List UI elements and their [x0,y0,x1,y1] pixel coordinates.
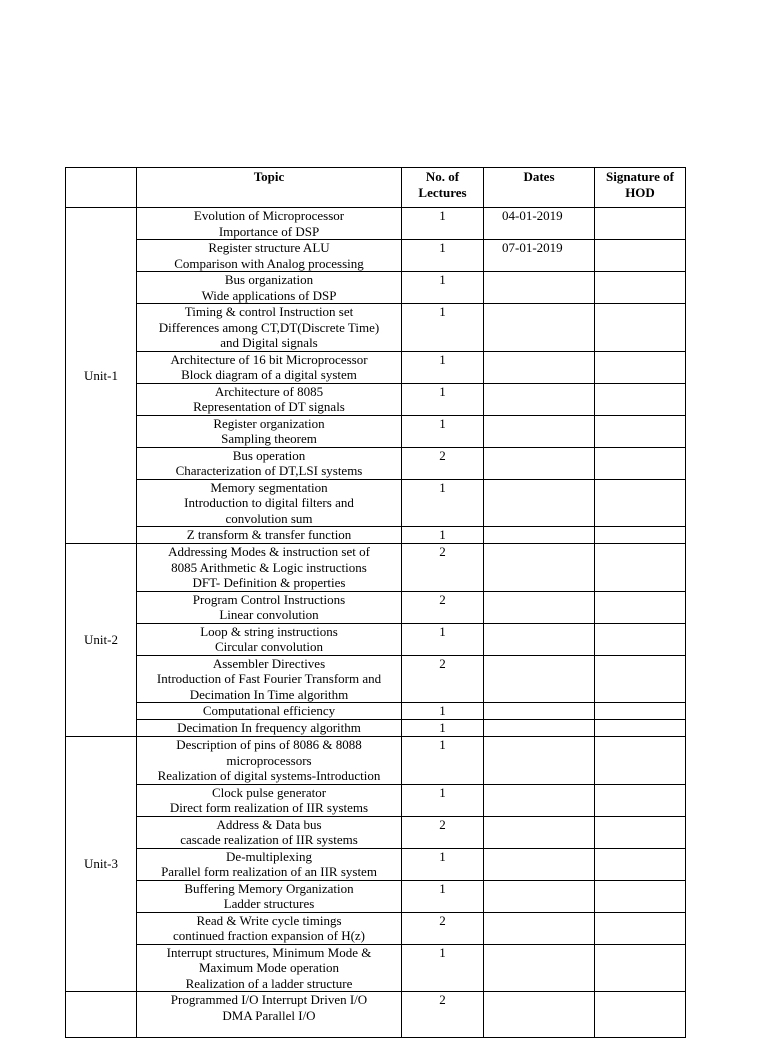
table-row [66,880,686,912]
topic-line: Wide applications of DSP [201,287,337,303]
date-cell [484,479,595,527]
date-cell [484,944,595,992]
topic-cell [137,623,402,655]
table-row [66,737,686,785]
unit-label [66,992,137,1038]
topic-line: Addressing Modes & instruction set of [168,544,370,559]
lectures-cell: 1 [402,737,484,785]
lectures-cell: 1 [402,304,484,352]
header-unit [66,168,137,208]
unit-label: Unit-1 [66,208,137,544]
topic-cell [137,527,402,544]
topic-line: Parallel form realization of an IIR system [161,864,377,879]
topic-cell [137,816,402,848]
date-cell [484,912,595,944]
topic-line: Computational efficiency [202,703,336,718]
table-row [66,784,686,816]
topic-line: Register organization [213,415,325,431]
topic-cell [137,703,402,720]
topic-line: Introduction to digital filters and [184,495,354,510]
lectures-cell: 2 [402,655,484,703]
topic-line: Realization of digital systems-Introduction [157,768,381,783]
topic-cell [137,447,402,479]
date-cell [484,351,595,383]
signature-cell [595,208,686,240]
table-row [66,479,686,527]
table-row [66,208,686,240]
date-cell [484,272,595,304]
topic-cell [137,720,402,737]
topic-line: Interrupt structures, Minimum Mode & [166,944,372,960]
lectures-cell: 1 [402,415,484,447]
date-cell [484,848,595,880]
signature-cell [595,415,686,447]
signature-cell [595,655,686,703]
topic-line: Read & Write cycle timings [196,912,342,928]
signature-cell [595,383,686,415]
topic-line: Address & Data bus [216,816,322,832]
signature-cell [595,591,686,623]
topic-line: Introduction of Fast Fourier Transform and [156,671,382,686]
topic-cell [137,655,402,703]
lectures-cell: 1 [402,880,484,912]
topic-cell [137,544,402,592]
lectures-cell: 1 [402,351,484,383]
topic-cell [137,383,402,415]
topic-line: Loop & string instructions [200,623,338,639]
topic-line: Decimation In Time algorithm [189,686,349,702]
unit-label: Unit-3 [66,737,137,992]
signature-cell [595,944,686,992]
table-row [66,623,686,655]
topic-line: Block diagram of a digital system [181,367,357,382]
topic-line: Realization of a ladder structure [185,975,353,991]
topic-cell [137,848,402,880]
table-row [66,527,686,544]
date-cell [484,383,595,415]
topic-line: Representation of DT signals [193,399,345,414]
table-row [66,415,686,447]
date-cell [484,816,595,848]
signature-cell [595,240,686,272]
date-cell [484,784,595,816]
signature-cell [595,304,686,352]
topic-line: Direct form realization of IIR systems [169,800,369,815]
lectures-cell: 1 [402,527,484,544]
header-signature-text: HOD [625,184,655,200]
header-lectures-text: Lectures [418,184,467,200]
table-row [66,304,686,352]
lectures-cell: 1 [402,208,484,240]
topic-line: Linear convolution [219,607,319,622]
lectures-cell: 1 [402,623,484,655]
topic-cell [137,479,402,527]
topic-line: Description of pins of 8086 & 8088 [176,737,362,752]
lectures-cell: 1 [402,383,484,415]
signature-cell [595,816,686,848]
topic-line: Z transform & transfer function [186,527,352,542]
topic-line: Architecture of 8085 [214,383,324,399]
topic-line: De-multiplexing [226,848,312,864]
header-topic [137,168,402,208]
unit-label: Unit-2 [66,544,137,737]
lectures-cell: 1 [402,479,484,527]
table-row [66,447,686,479]
header-topic-text: Topic [253,169,285,184]
table-row [66,848,686,880]
header-lectures-text: No. of [425,169,460,184]
topic-cell [137,880,402,912]
topic-cell [137,992,402,1038]
topic-line: continued fraction expansion of H(z) [172,928,366,943]
date-cell [484,737,595,785]
lectures-cell: 2 [402,544,484,592]
topic-cell [137,351,402,383]
signature-cell [595,848,686,880]
topic-line: DFT- Definition & properties [192,575,346,590]
lectures-cell: 2 [402,816,484,848]
topic-line: Maximum Mode operation [198,960,340,975]
date-cell [484,992,595,1038]
signature-cell [595,447,686,479]
date-cell [484,720,595,737]
lectures-cell: 1 [402,720,484,737]
topic-line: Timing & control Instruction set [184,304,354,319]
date-cell [484,447,595,479]
table-row [66,591,686,623]
topic-cell [137,304,402,352]
topic-line: Importance of DSP [218,223,320,239]
date-cell [484,415,595,447]
topic-line: Characterization of DT,LSI systems [175,463,363,478]
topic-line: Comparison with Analog processing [174,255,364,271]
topic-line: Architecture of 16 bit Microprocessor [170,351,368,367]
topic-line: DMA Parallel I/O [222,1007,316,1023]
date-cell [484,527,595,544]
table-row [66,816,686,848]
header-signature-text: Signature of [605,169,674,184]
table-row [66,240,686,272]
header-signature [595,168,686,208]
lectures-cell: 1 [402,272,484,304]
header-dates-text: Dates [523,169,555,184]
table-row [66,351,686,383]
signature-cell [595,544,686,592]
topic-line: 8085 Arithmetic & Logic instructions [171,559,367,575]
signature-cell [595,880,686,912]
topic-line: Program Control Instructions [192,591,346,607]
topic-cell [137,944,402,992]
lectures-cell: 1 [402,240,484,272]
topic-line: Register structure ALU [208,240,330,255]
table-row [66,912,686,944]
table-row [66,720,686,737]
date-cell [484,703,595,720]
topic-cell [137,240,402,272]
topic-line: Decimation In frequency algorithm [177,720,361,735]
topic-cell [137,912,402,944]
topic-line: Assembler Directives [212,655,326,671]
table-row [66,272,686,304]
topic-cell [137,208,402,240]
topic-line: Programmed I/O Interrupt Driven I/O [170,992,368,1007]
topic-line: convolution sum [225,510,313,526]
signature-cell [595,784,686,816]
table-row [66,383,686,415]
lectures-cell: 1 [402,784,484,816]
lectures-cell: 1 [402,944,484,992]
signature-cell [595,912,686,944]
lectures-cell: 2 [402,591,484,623]
header-lectures [402,168,484,208]
date-cell: 04-01-2019 [484,208,595,240]
topic-line: Sampling theorem [221,431,317,446]
date-cell [484,655,595,703]
header-dates [484,168,595,208]
date-cell [484,544,595,592]
signature-cell [595,720,686,737]
date-cell [484,591,595,623]
topic-cell [137,784,402,816]
topic-cell [137,591,402,623]
topic-line: Clock pulse generator [211,784,327,800]
date-cell [484,623,595,655]
date-cell [484,880,595,912]
topic-line: Bus organization [224,272,314,287]
topic-line: and Digital signals [220,335,318,350]
topic-line: cascade realization of IIR systems [180,832,358,847]
signature-cell [595,703,686,720]
lectures-cell: 2 [402,447,484,479]
signature-cell [595,527,686,544]
table-row [66,992,686,1038]
table-row [66,655,686,703]
signature-cell [595,479,686,527]
signature-cell [595,351,686,383]
date-cell [484,304,595,352]
table-row [66,544,686,592]
lectures-cell: 2 [402,992,484,1038]
lectures-cell: 1 [402,703,484,720]
topic-cell [137,415,402,447]
signature-cell [595,992,686,1038]
lesson-plan-table [65,167,686,1038]
topic-line: Memory segmentation [210,479,328,495]
signature-cell [595,737,686,785]
topic-cell [137,737,402,785]
date-cell: 07-01-2019 [484,240,595,272]
lectures-cell: 2 [402,912,484,944]
lectures-cell: 1 [402,848,484,880]
header-row [66,168,686,208]
topic-line: Ladder structures [223,896,315,911]
topic-cell [137,272,402,304]
topic-line: Bus operation [232,447,306,463]
topic-line: Circular convolution [215,639,323,654]
table-row [66,944,686,992]
topic-line: Evolution of Microprocessor [193,208,345,223]
signature-cell [595,623,686,655]
table-row [66,703,686,720]
topic-line: Differences among CT,DT(Discrete Time) [158,319,380,335]
signature-cell [595,272,686,304]
topic-line: Buffering Memory Organization [184,880,354,896]
topic-line: microprocessors [226,752,312,768]
